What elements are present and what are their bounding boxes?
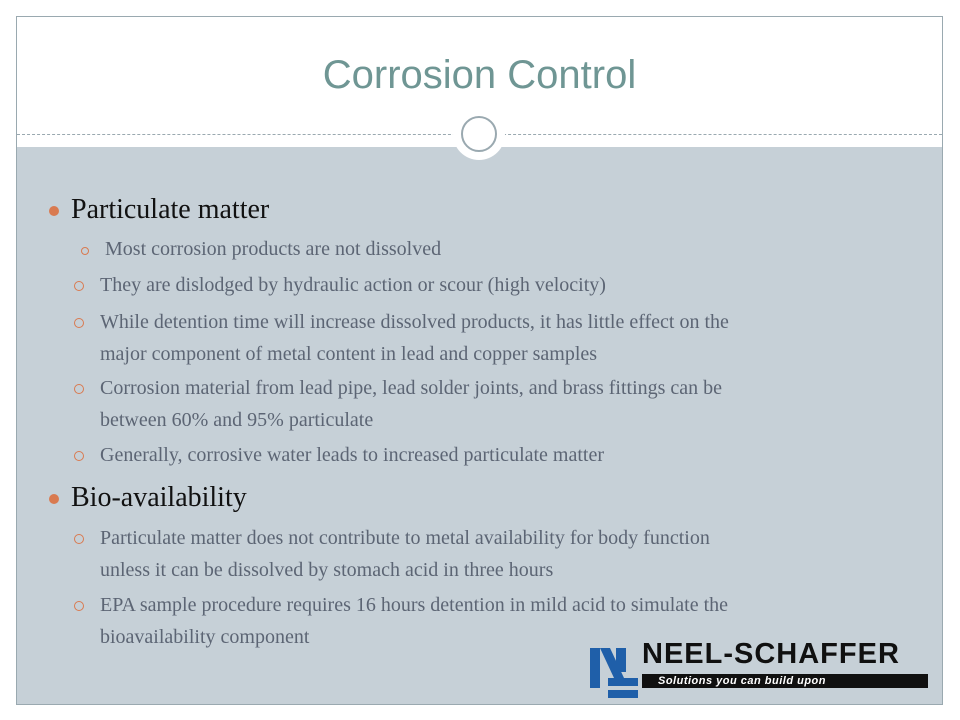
- bullet-item: [100, 439, 920, 471]
- bullet-dot-icon: [49, 494, 59, 504]
- logo-tagline: Solutions you can build upon: [642, 674, 928, 688]
- slide-content: [17, 17, 942, 704]
- bullet-ring-icon: [74, 281, 84, 291]
- bullet-heading: [71, 482, 247, 514]
- bullet-text-line: Corrosion material from lead pipe, lead solder joints, and brass fittings can be: [100, 377, 723, 399]
- heading-text: Bio-availability: [71, 482, 247, 513]
- bullet-text-line: between 60% and 95% particulate: [100, 409, 374, 431]
- bullet-heading: [71, 194, 269, 226]
- logo-name: NEEL-SCHAFFER: [642, 638, 900, 670]
- bullet-text: Generally, corrosive water leads to increased particulate matter: [100, 444, 605, 466]
- bullet-text: Most corrosion products are not dissolved: [105, 238, 442, 260]
- bullet-item: [100, 269, 920, 301]
- bullet-text-line: Particulate matter does not contribute to metal availability for body function: [100, 527, 710, 549]
- bullet-ring-icon: [74, 534, 84, 544]
- company-logo: [576, 632, 916, 690]
- bullet-ring-icon: [74, 601, 84, 611]
- bullet-item: [105, 233, 925, 265]
- heading-text: Particulate matter: [71, 194, 270, 225]
- bullet-ring-icon: [74, 384, 84, 394]
- bullet-item: [100, 522, 920, 586]
- bullet-item: [100, 306, 920, 370]
- bullet-ring-icon: [74, 451, 84, 461]
- slide: [16, 16, 943, 705]
- bullet-text: They are dislodged by hydraulic action or scour (high velocity): [100, 274, 606, 296]
- bullet-text-line: unless it can be dissolved by stomach acid in three hours: [100, 559, 554, 581]
- bullet-dot-icon: [49, 206, 59, 216]
- bullet-ring-icon: [81, 247, 89, 255]
- bullet-item: [100, 372, 920, 436]
- bullet-text-line: While detention time will increase dissolved products, it has little effect on the: [100, 311, 729, 333]
- bullet-text-line: major component of metal content in lead and copper samples: [100, 343, 598, 365]
- slide-title: Corrosion Control: [322, 53, 637, 97]
- bullet-text-line: EPA sample procedure requires 16 hours detention in mild acid to simulate the: [100, 594, 729, 616]
- bullet-ring-icon: [74, 318, 84, 328]
- neel-schaffer-logo-icon: [590, 648, 650, 706]
- bullet-text-line: bioavailability component: [100, 626, 310, 648]
